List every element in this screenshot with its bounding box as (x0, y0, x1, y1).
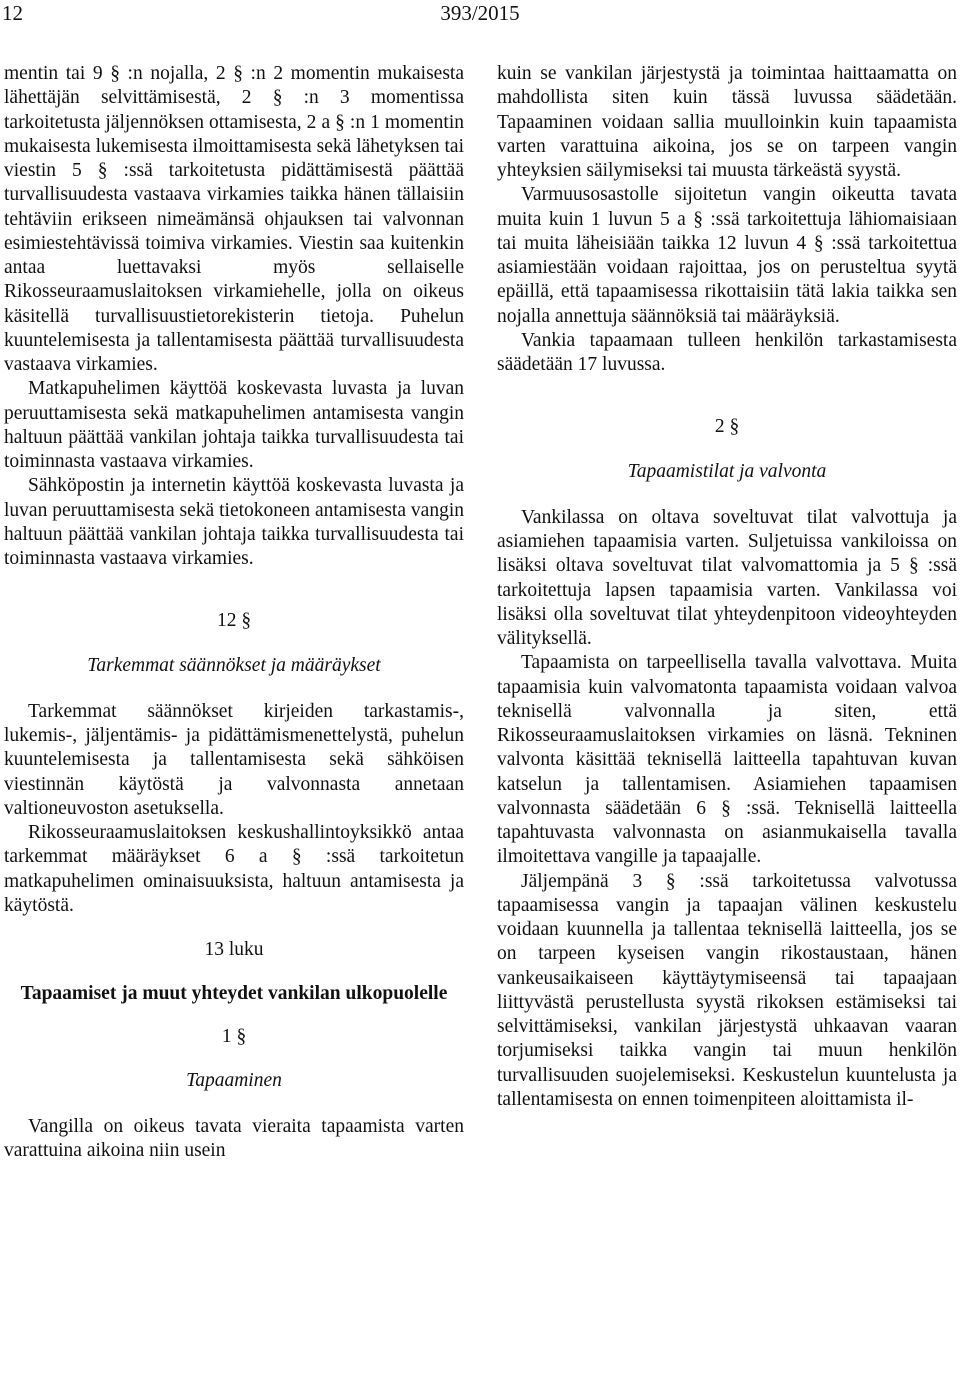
paragraph: Varmuusosastolle sijoitetun vangin oikeutta tavata muita kuin 1 luvun 5 a § :ssä tarkoitettuja lähiomaisiaan tai muita läheisiään taikka 12 luvun 4 § :ssä tarkoitettua asiamiestään voidaan rajoittaa, jos on perusteltua syytä epäillä, että tapaamisessa rikottaisiin tätä lakia taikka sen nojalla annettuja säännöksiä tai määräyksiä. (497, 184, 957, 327)
left-column (4, 62, 464, 1164)
paragraph: mentin tai 9 § :n nojalla, 2 § :n 2 momentin mukaisesta lähettäjän selvittämisestä, 2 § :n 3 momentissa tarkoitetusta jäljennöksen ottamisesta, 2 a § :n 1 momentin mukaisesta lukemisesta ilmoittamisesta sekä lähetyksen tai viestin 5 § :ssä tarkoitetusta pidättämisestä päättää turvallisuudesta vastaava virkamies taikka hänen tällaisiin tehtäviin erikseen nimeämänsä ohjauksen tai valvonnan esimiestehtävissä toimiva virkamies. Viestin saa kuitenkin antaa luettavaksi myös sellaiselle Rikosseuraamuslaitoksen virkamiehelle, jolla on oikeus käsitellä turvallisuustietorekisterin tietoja. Puhelun kuuntelemisesta ja tallentamisesta päättää turvallisuudesta vastaava virkamies. (4, 63, 464, 375)
paragraph: Vangilla on oikeus tavata vieraita tapaamista varten varattuina aikoina niin usein (4, 1116, 464, 1162)
paragraph: Vankilassa on oltava soveltuvat tilat valvottuja ja asiamiehen tapaamisia varten. Suljetuissa vankiloissa on lisäksi oltava soveltuvat tilat valvomattomia ja 5 § :ssä tarkoitettuja lapsen tapaamisia varten. Vankilassa voi lisäksi olla soveltuvat tilat yhteydenpitoon videoyhteyden välityksellä. (497, 506, 957, 649)
section-number: 12 § (216, 610, 252, 632)
right-column (497, 62, 957, 1112)
section-title: Tapaamistilat ja valvonta (627, 460, 827, 482)
section-title: Tapaaminen (186, 1069, 282, 1091)
section-number: 2 § (714, 416, 740, 438)
paragraph: Vankia tapaamaan tulleen henkilön tarkastamisesta säädetään 17 luvussa. (497, 329, 957, 375)
page-header (0, 0, 960, 30)
section-title: Tarkemmat säännökset ja määräykset (87, 654, 381, 676)
paragraph: Matkapuhelimen käyttöä koskevasta luvasta ja luvan peruuttamisesta sekä matkapuhelimen antamisesta vangin haltuun päättää vankilan johtaja taikka turvallisuudesta tai toiminnasta vastaava virkamies. (4, 378, 464, 472)
chapter-number: 13 luku (204, 939, 264, 960)
paragraph: Rikosseuraamuslaitoksen keskushallintoyksikkö antaa tarkemmat määräykset 6 a § :ssä tarkoitetun matkapuhelimen ominaisuuksista, haltuun antamisesta ja käytöstä. (4, 822, 464, 916)
page-number: 12 (2, 1, 23, 25)
paragraph: Tarkemmat säännökset kirjeiden tarkastamis-, lukemis-, jäljentämis- ja pidättämismenettelystä, puhelun kuuntelemisesta ja tallentamisesta sekä sähköisen viestinnän käytöstä ja valvonnasta annetaan valtioneuvoston asetuksella. (4, 700, 464, 819)
section-number: 1 § (221, 1025, 247, 1047)
document-number: 393/2015 (440, 1, 520, 25)
paragraph: kuin se vankilan järjestystä ja toimintaa haittaamatta on mahdollista siten kuin tässä luvussa säädetään. Tapaaminen voidaan sallia muulloinkin kuin tapaamista varten varattuina aikoina, jos se on tarpeen vangin yhteyksien säilymiseksi tai muusta tärkeästä syystä. (497, 63, 957, 181)
paragraph: Sähköpostin ja internetin käyttöä koskevasta luvasta ja luvan peruuttamisesta sekä tietokoneen antamisesta vangin haltuun päättää vankilan johtaja taikka turvallisuudesta tai toiminnasta vastaava virkamies. (4, 475, 464, 569)
paragraph: Tapaamista on tarpeellisella tavalla valvottava. Muita tapaamisia kuin valvomatonta tapaamista voidaan valvoa teknisellä valvonnalla ja siten, että Rikosseuraamuslaitoksen virkamies on läsnä. Tekninen valvonta käsittää teknisellä laitteella tapahtuvan kuvan katselun ja tallentamisen. Asiamiehen tapaamisen valvonnasta säädetään 6 § :ssä. Teknisellä laitteella tapahtuvasta valvonnasta on asianmukaisella tavalla ilmoitettava vangille ja tapaajalle. (497, 652, 957, 868)
chapter-title: Tapaamiset ja muut yhteydet vankilan ulkopuolelle (20, 983, 448, 1005)
paragraph: Jäljempänä 3 § :ssä tarkoitetussa valvotussa tapaamisessa vangin ja tapaajan välinen keskustelu voidaan kuunnella ja tallentaa teknisellä laitteella, jos se on tarpeen kyseisen vangin rikostaustaan, hänen vankeusaikaiseen käyttäytymiseensä tai tapaajaan liittyvästä perustellusta syystä rikoksen estämiseksi tai selvittämiseksi, vankilan järjestystä uhkaavan vaaran torjumiseksi taikka vangin tai muun henkilön turvallisuuden suojelemiseksi. Keskustelun kuuntelusta ja tallentamisesta on ennen toimenpiteen aloittamista il- (497, 870, 957, 1110)
